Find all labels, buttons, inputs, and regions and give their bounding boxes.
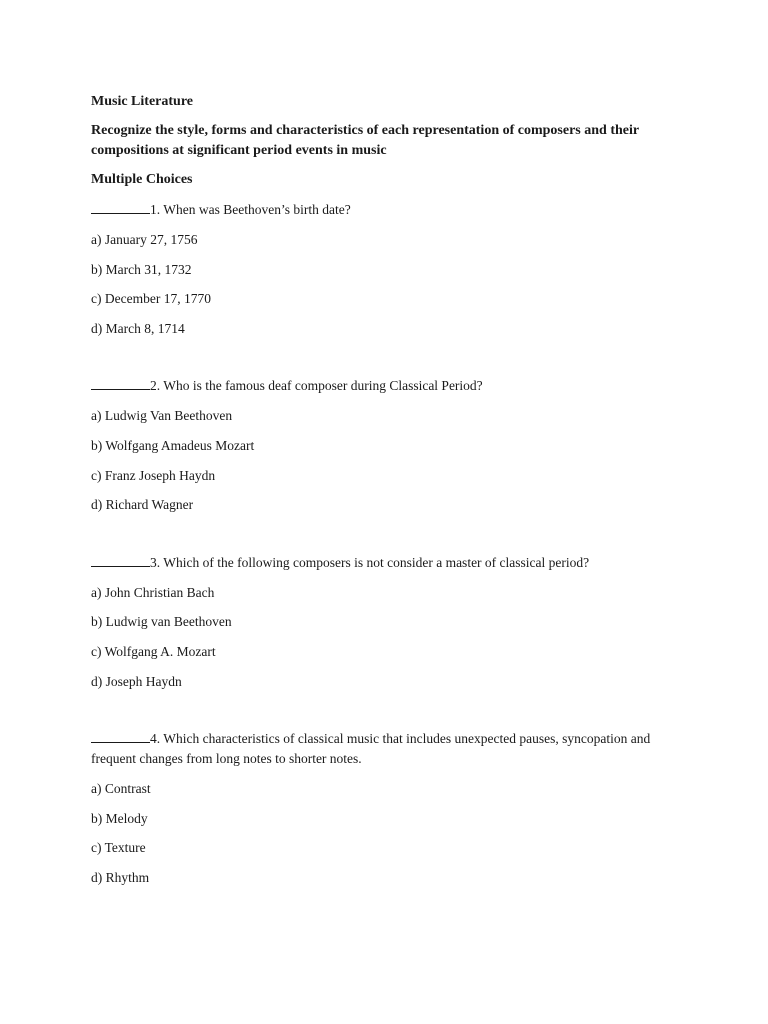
question-2-option-a: a) Ludwig Van Beethoven: [91, 408, 233, 424]
question-1-option-b: b) March 31, 1732: [91, 261, 192, 277]
question-3-option-b: b) Ludwig van Beethoven: [91, 614, 232, 630]
question-4-option-d: d) Rhythm: [91, 869, 150, 885]
question-1-option-c: c) December 17, 1770: [91, 291, 211, 307]
question-1-option-d: d) March 8, 1714: [91, 320, 185, 336]
question-3-text: 3. Which of the following composers is not consider a master of classical period?: [150, 554, 590, 570]
question-4-option-b: b) Melody: [91, 810, 148, 826]
question-3: [91, 553, 691, 691]
question-3-option-c: c) Wolfgang A. Mozart: [91, 643, 216, 659]
question-4-option-a: a) Contrast: [91, 781, 151, 797]
question-4-prompt: [91, 729, 691, 769]
answer-blank-4[interactable]: [91, 729, 150, 743]
question-2-option-c: c) Franz Joseph Haydn: [91, 467, 216, 483]
question-spacer: [91, 348, 691, 376]
question-2-option-d: d) Richard Wagner: [91, 497, 194, 513]
question-spacer: [91, 701, 691, 729]
answer-blank-2[interactable]: [91, 376, 150, 390]
question-2-prompt: [91, 376, 691, 396]
question-4-text: 4. Which characteristics of classical music that includes unexpected pauses, syncopation and frequent changes from long notes to shorter notes.: [91, 731, 651, 767]
question-4-option-c: c) Texture: [91, 840, 146, 856]
section-heading: Multiple Choices: [91, 172, 193, 187]
answer-blank-1[interactable]: [91, 200, 150, 214]
question-3-option-d: d) Joseph Haydn: [91, 673, 182, 689]
question-1-prompt: [91, 200, 691, 220]
document-title: Music Literature: [91, 94, 193, 109]
question-1-text: 1. When was Beethoven’s birth date?: [150, 202, 351, 217]
learning-objective: Recognize the style, forms and characteristics of each representation of composers and their compositions at significant period events in music: [91, 123, 639, 158]
question-1-option-a: a) January 27, 1756: [91, 232, 198, 247]
question-3-prompt: [91, 553, 691, 573]
question-1: [91, 200, 691, 338]
question-3-option-a: a) John Christian Bach: [91, 584, 215, 600]
question-2-option-b: b) Wolfgang Amadeus Mozart: [91, 437, 255, 453]
question-spacer: [91, 525, 691, 553]
answer-blank-3[interactable]: [91, 553, 150, 567]
question-4: [91, 729, 691, 887]
question-2: [91, 376, 691, 514]
document-content: [91, 93, 691, 898]
question-2-text: 2. Who is the famous deaf composer during Classical Period?: [150, 378, 483, 394]
